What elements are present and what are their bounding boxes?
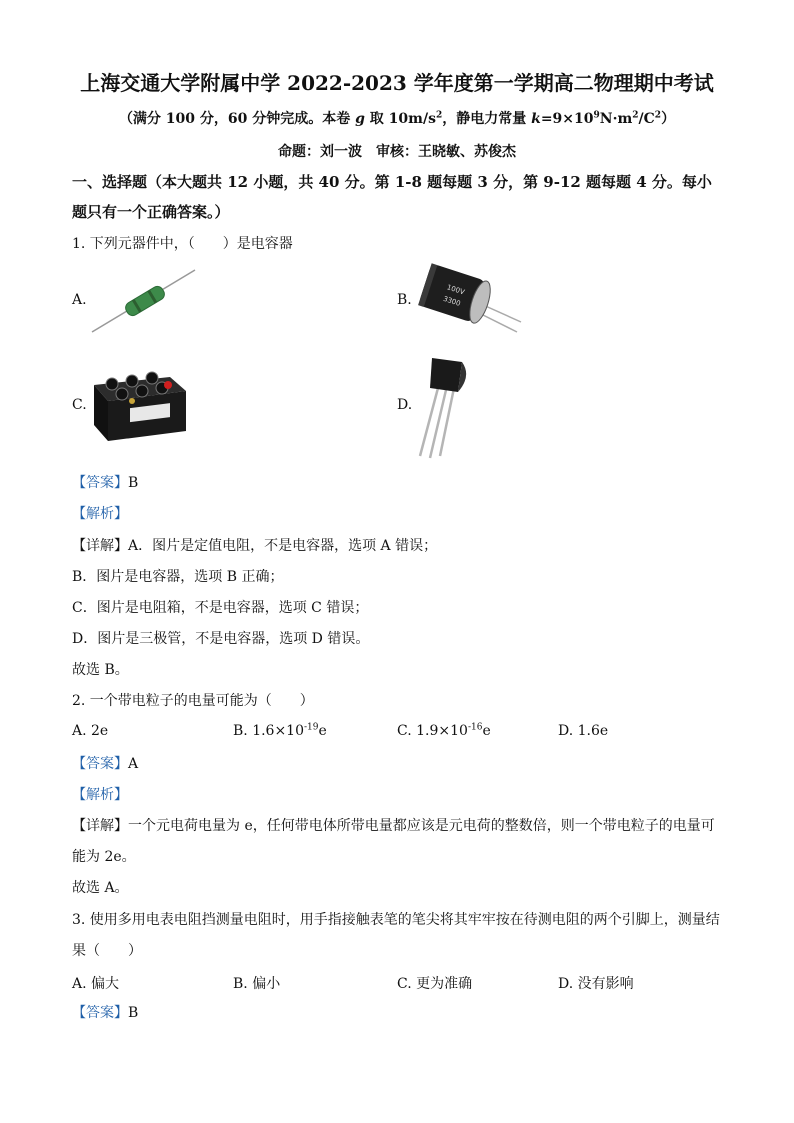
option-text: B. 1.6×10 bbox=[233, 723, 304, 739]
q2-analysis-tag bbox=[72, 786, 128, 804]
exam-instructions bbox=[0, 108, 794, 128]
instructions-text: 取 10m/s bbox=[364, 111, 436, 127]
question-2-stem: 2. 一个带电粒子的电量可能为（ ） bbox=[72, 693, 314, 709]
answer-tag: 【答案】 bbox=[72, 1005, 128, 1021]
superscript: 2 bbox=[632, 110, 639, 121]
q1-answer bbox=[72, 474, 138, 492]
question-3-stem-cont: 果（ ） bbox=[72, 943, 142, 959]
q2-conclusion: 故选 A。 bbox=[72, 880, 129, 896]
symbol-g: g bbox=[355, 111, 365, 127]
q1-option-c-label: C. bbox=[72, 397, 87, 413]
instructions-text: （满分 100 分，60 分钟完成。本卷 bbox=[118, 111, 356, 127]
answer-value: A bbox=[128, 756, 139, 772]
option-text: C. 1.9×10 bbox=[397, 723, 468, 739]
instructions-text: =9×10 bbox=[540, 111, 594, 127]
resistor-image bbox=[90, 266, 200, 340]
superscript: -16 bbox=[467, 722, 483, 733]
symbol-k: k bbox=[531, 111, 541, 127]
q3-option-b: B. 偏小 bbox=[233, 976, 281, 992]
answer-value: B bbox=[128, 1005, 139, 1021]
superscript: 9 bbox=[593, 110, 600, 121]
q3-option-a: A. 偏大 bbox=[72, 976, 120, 992]
q1-option-b-label: B. bbox=[397, 292, 412, 308]
capacitor-image bbox=[415, 260, 525, 344]
q1-detail-c: C．图片是电阻箱，不是电容器，选项 C 错误； bbox=[72, 600, 369, 616]
question-1-stem: 1. 下列元器件中，（ ）是电容器 bbox=[72, 236, 293, 252]
q1-option-d-label: D. bbox=[397, 397, 413, 413]
superscript: 2 bbox=[654, 110, 662, 121]
q3-answer bbox=[72, 1004, 138, 1022]
section-heading-cont: 题只有一个正确答案。） bbox=[72, 203, 230, 221]
detail-tag: 【详解】 bbox=[72, 538, 128, 554]
exam-authors: 命题：刘一波 审核：王晓敏、苏俊杰 bbox=[278, 144, 516, 160]
q1-analysis-tag bbox=[72, 505, 128, 523]
q1-option-a-label: A. bbox=[72, 292, 87, 308]
q2-detail-line2: 能为 2e。 bbox=[72, 849, 136, 865]
superscript: -19 bbox=[304, 722, 319, 733]
answer-tag: 【答案】 bbox=[72, 756, 128, 772]
q1-conclusion: 故选 B。 bbox=[72, 662, 129, 678]
q1-detail-d: D．图片是三极管，不是电容器，选项 D 错误。 bbox=[72, 631, 370, 647]
instructions-text: /C bbox=[638, 111, 655, 127]
answer-tag: 【答案】 bbox=[72, 475, 128, 491]
capacitor-label: 3300 bbox=[442, 294, 462, 308]
superscript: 2 bbox=[435, 110, 443, 121]
analysis-tag: 【解析】 bbox=[72, 506, 128, 522]
question-3-stem: 3. 使用多用电表电阻挡测量电阻时，用手指接触表笔的笔尖将其牢牢按在待测电阻的两个引脚上，测量结 bbox=[72, 912, 720, 928]
detail-tag: 【详解】 bbox=[72, 818, 128, 834]
q1-detail-b: B．图片是电容器，选项 B 正确； bbox=[72, 569, 284, 585]
q2-option-c bbox=[397, 723, 491, 739]
instructions-text: ，静电力常量 bbox=[442, 111, 532, 127]
option-unit: e bbox=[318, 723, 327, 739]
instructions-text: ） bbox=[661, 111, 676, 127]
analysis-tag: 【解析】 bbox=[72, 787, 128, 803]
q2-option-a: A. 2e bbox=[72, 723, 109, 739]
q2-option-b bbox=[233, 723, 327, 739]
detail-text: A．图片是定值电阻，不是电容器，选项 A 错误； bbox=[128, 538, 438, 554]
q3-option-d: D. 没有影响 bbox=[558, 976, 634, 992]
q2-detail-line1 bbox=[72, 817, 715, 835]
exam-title: 上海交通大学附属中学 2022-2023 学年度第一学期高二物理期中考试 bbox=[80, 71, 714, 95]
q1-detail-a bbox=[72, 537, 437, 555]
q3-option-c: C. 更为准确 bbox=[397, 976, 473, 992]
resistance-box-image bbox=[90, 357, 190, 451]
instructions-text: N·m bbox=[599, 111, 633, 127]
q2-answer bbox=[72, 755, 138, 773]
section-heading: 一、选择题（本大题共 12 小题，共 40 分。第 1-8 题每题 3 分，第 9-12 题每题 4 分。每小 bbox=[72, 173, 712, 191]
transistor-image bbox=[412, 352, 482, 466]
capacitor-label: 100V bbox=[445, 283, 466, 297]
option-unit: e bbox=[482, 723, 491, 739]
q2-option-d: D. 1.6e bbox=[558, 723, 609, 739]
detail-text: 一个元电荷电量为 e，任何带电体所带电量都应该是元电荷的整数倍，则一个带电粒子的电量可 bbox=[128, 818, 715, 834]
answer-value: B bbox=[128, 475, 139, 491]
